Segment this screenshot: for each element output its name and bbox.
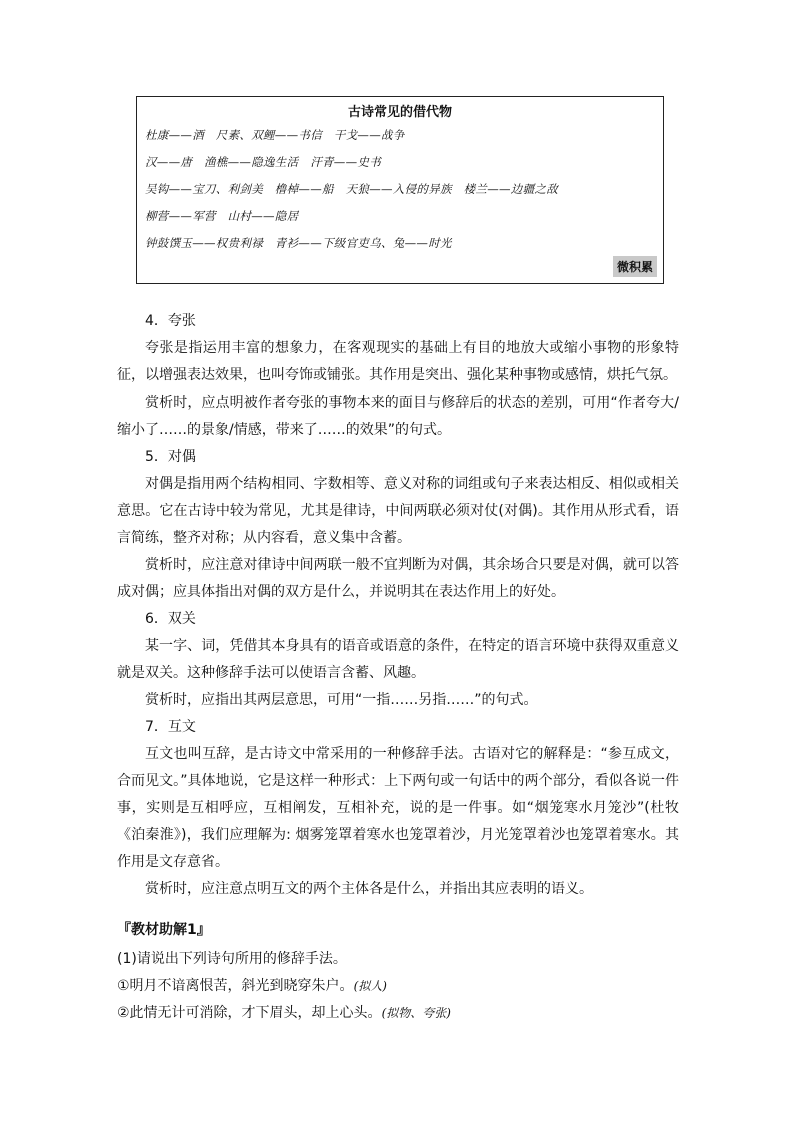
item-2-text: ②此情无计可消除，才下眉头，却上心头。 <box>117 1005 382 1021</box>
exercise-title: 教材助解1 <box>131 922 197 938</box>
heading-pun: 6．双关 <box>145 611 196 627</box>
heading-open-mark: 『 <box>117 922 131 938</box>
antithesis-definition: 对偶是指用两个结构相同、字数相等、意义对称的词组或句子来表达相反、相似或相关意思。它在古诗中较为常见，尤其是律诗，中间两联必须对仗(对偶)。其作用从形式看，语言简练，整齐对称；从内容看，意义集中含蓄。 <box>117 476 679 546</box>
exaggeration-definition: 夸张是指运用丰富的想象力，在客观现实的基础上有目的地放大或缩小事物的形象特征，以增强表达效果，也叫夸饰或铺张。其作用是突出、强化某种事物或感情，烘托气氛。 <box>117 340 679 383</box>
box-line-3: 吴钩——宝刀、利剑美 橹棹——船 天狼——入侵的异族 楼兰——边疆之敌 <box>145 182 558 196</box>
heading-antithesis: 5．对偶 <box>145 449 196 465</box>
heading-close-mark: 』 <box>196 922 211 938</box>
item-2-answer: (拟物、夸张) <box>381 1006 451 1020</box>
box-line-4: 柳营——军营 山村——隐居 <box>145 209 299 223</box>
antithesis-analysis: 赏析时，应注意对律诗中间两联一般不宜判断为对偶，其余场合只要是对偶，就可以答成对偶；应具体指出对偶的双方是什么，并说明其在表达作用上的好处。 <box>117 557 679 600</box>
exaggeration-analysis: 赏析时，应点明被作者夸张的事物本来的面目与修辞后的状态的差别，可用“作者夸大/缩小了……的景象/情感，带来了……的效果”的句式。 <box>117 395 679 438</box>
exercise-question-1: (1)请说出下列诗句所用的修辞手法。 <box>117 951 347 967</box>
exercise-heading <box>117 920 211 940</box>
borrowing-table-box <box>136 96 664 284</box>
item-1-answer: (拟人) <box>353 979 387 993</box>
box-tag: 微积累 <box>613 256 657 277</box>
intertextuality-definition: 互文也叫互辞，是古诗文中常采用的一种修辞手法。古语对它的解释是：“参互成文，合而见文。”具体地说，它是这样一种形式：上下两句或一句话中的两个部分，看似各说一件事，实则是互相呼应，互相阐发，互相补充，说的是一件事。如“烟笼寒水月笼沙”(杜牧《泊秦淮》)，我们应理解为: 烟雾笼罩着寒水也笼罩着沙，月光笼罩着沙也笼罩着寒水。其作用是文存意省。 <box>117 746 679 870</box>
item-1-text: ①明月不谙离恨苦，斜光到晓穿朱户。 <box>117 978 354 994</box>
pun-analysis: 赏析时，应指出其两层意思，可用“一指……另指……”的句式。 <box>145 692 538 708</box>
box-line-2: 汉——唐 渔樵——隐逸生活 汗青——史书 <box>145 155 381 169</box>
exercise-item-2 <box>117 1003 451 1023</box>
pun-definition: 某一字、词，凭借其本身具有的语音或语意的条件，在特定的语言环境中获得双重意义就是双关。这种修辞手法可以使语言含蓄、风趣。 <box>117 638 679 681</box>
box-line-5: 钟鼓馔玉——权贵利禄 青衫——下级官吏乌、兔——时光 <box>145 236 452 250</box>
heading-intertextuality: 7．互文 <box>145 719 196 735</box>
box-title: 古诗常见的借代物 <box>347 105 452 120</box>
intertextuality-analysis: 赏析时，应注意点明互文的两个主体各是什么，并指出其应表明的语义。 <box>145 881 593 897</box>
heading-exaggeration: 4．夸张 <box>145 313 196 329</box>
box-line-1: 杜康——酒 尺素、双鲤——书信 干戈——战争 <box>145 128 405 142</box>
exercise-item-1 <box>117 976 387 996</box>
